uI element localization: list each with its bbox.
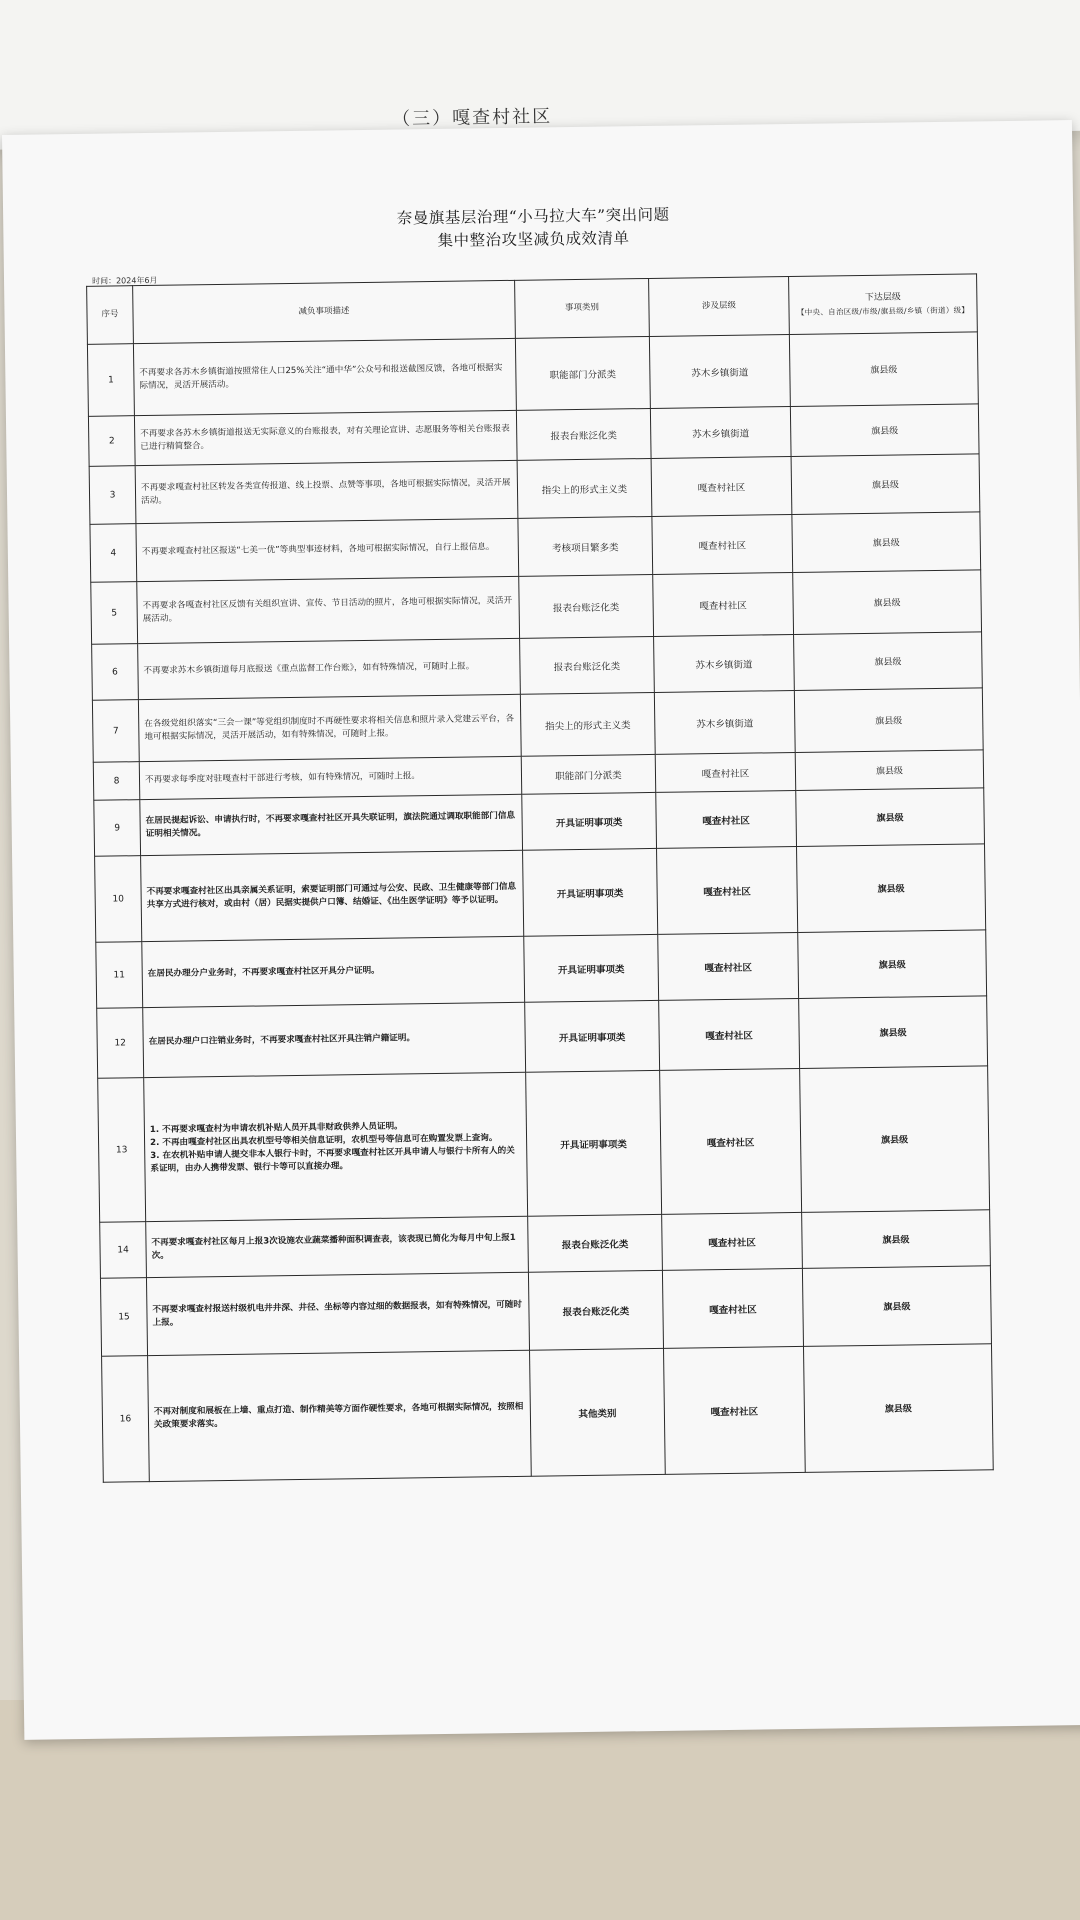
row-description — [138, 638, 521, 699]
row-category: 其他类别 — [530, 1348, 666, 1476]
table-row — [96, 930, 987, 1008]
row-description-line: 不再要求各嘎查村社区反馈有关组织宣讲、宣传、节日活动的照片，各地可根据实际情况，灵活开展活动。 — [142, 595, 513, 624]
row-issuing-level: 旗县级 — [797, 844, 986, 933]
row-description — [148, 1350, 532, 1481]
row-involved-level: 嘎查村社区 — [651, 457, 792, 517]
table-row — [97, 996, 988, 1078]
row-category: 开具证明事项类 — [522, 792, 657, 850]
row-category: 职能部门分派类 — [521, 754, 656, 794]
row-description-line: 不再要求各苏木乡镇街道报送无实际意义的台账报表，对有关理论宣讲、志愿服务等相关台账报表已进行精简整合。 — [140, 423, 510, 452]
row-involved-level: 嘎查村社区 — [657, 846, 798, 934]
row-issuing-level: 旗县级 — [793, 570, 982, 635]
row-description — [134, 410, 517, 465]
row-description — [141, 850, 524, 941]
row-description — [146, 1272, 529, 1355]
row-description — [142, 936, 525, 1007]
document-title-line-2: 集中整治攻坚减负成效清单 — [437, 229, 630, 250]
row-number: 12 — [97, 1008, 144, 1079]
table-row — [87, 332, 978, 416]
row-description — [135, 460, 518, 523]
row-issuing-level: 旗县级 — [790, 404, 979, 457]
row-number: 8 — [93, 762, 140, 801]
row-category: 职能部门分派类 — [515, 336, 650, 410]
row-number: 10 — [95, 856, 142, 943]
row-number: 11 — [96, 942, 143, 1009]
row-issuing-level: 旗县级 — [794, 632, 983, 691]
row-description-line: 不再对制度和展板在上墙、重点打造、制作精美等方面作硬性要求，各地可根据实际情况，按照相关政策要求落实。 — [153, 1401, 524, 1430]
row-description-line: 不再要求各苏木乡镇街道按照常住人口25%关注“通中华”公众号和报送截图反馈，各地可根据实际情况，灵活开展活动。 — [139, 362, 503, 391]
row-involved-level: 嘎查村社区 — [658, 932, 799, 1000]
row-category: 开具证明事项类 — [524, 934, 659, 1002]
row-number: 7 — [92, 700, 139, 763]
header-issuing-level-title: 下达层级 — [864, 291, 901, 303]
row-number: 5 — [91, 582, 138, 645]
document-date: 时间：2024年6月 — [91, 275, 158, 286]
row-category: 指尖上的形式主义类 — [520, 692, 655, 756]
row-description-line: 1. 不再要求嘎查村为申请农机补贴人员开具非财政供养人员证明。 — [149, 1121, 403, 1135]
header-issuing-level — [789, 274, 978, 335]
row-number: 13 — [98, 1078, 146, 1223]
row-description-line: 3. 在农机补贴申请人提交非本人银行卡时，不再要求嘎查村社区开具申请人与银行卡所有人的关系证明，由办人携带发票、银行卡等可以直接办理。 — [150, 1145, 515, 1174]
row-involved-level: 嘎查村社区 — [653, 573, 794, 637]
table-row — [95, 844, 986, 942]
row-description — [137, 576, 520, 643]
row-description-line: 在居民办理分户业务时，不再要求嘎查村社区开具分户证明。 — [147, 965, 380, 980]
row-category: 报表台账泛化类 — [516, 408, 651, 460]
row-involved-level: 嘎查村社区 — [659, 998, 800, 1070]
row-description-line: 不再要求苏木乡镇街道每月底报送《重点监督工作台账》，如有特殊情况，可随时上报。 — [143, 661, 475, 677]
row-description — [136, 518, 519, 581]
row-involved-level: 嘎查村社区 — [652, 515, 793, 575]
row-involved-level: 苏木乡镇街道 — [649, 335, 790, 409]
header-description: 减负事项描述 — [133, 280, 516, 343]
row-category: 报表台账泛化类 — [528, 1270, 663, 1350]
row-description — [139, 756, 521, 799]
row-category: 报表台账泛化类 — [519, 574, 654, 638]
table-row — [100, 1266, 991, 1356]
row-description-line: 在居民提起诉讼、申请执行时，不再要求嘎查村社区开具失联证明，旗法院通过调取职能部门信息证明相关情况。 — [145, 810, 516, 839]
row-number: 3 — [89, 466, 136, 525]
row-involved-level: 嘎查村社区 — [662, 1212, 803, 1270]
row-number: 4 — [90, 524, 137, 583]
row-number: 9 — [94, 800, 141, 857]
row-number: 15 — [100, 1278, 147, 1357]
row-issuing-level: 旗县级 — [794, 688, 983, 753]
row-description — [138, 694, 521, 761]
row-issuing-level: 旗县级 — [800, 1066, 990, 1213]
header-category: 事项类别 — [515, 278, 650, 338]
row-involved-level: 嘎查村社区 — [656, 790, 797, 848]
row-involved-level: 苏木乡镇街道 — [654, 690, 795, 754]
row-involved-level: 嘎查村社区 — [664, 1346, 806, 1474]
row-issuing-level: 旗县级 — [796, 788, 985, 847]
row-issuing-level: 旗县级 — [792, 512, 981, 573]
row-description — [146, 1216, 529, 1277]
row-description — [143, 1002, 526, 1077]
document-title — [383, 203, 684, 253]
background-sheet-heading: （三）嘎查村社区 — [391, 106, 553, 130]
row-category: 报表台账泛化类 — [520, 636, 655, 694]
row-issuing-level: 旗县级 — [798, 930, 987, 999]
row-involved-level: 嘎查村社区 — [660, 1068, 802, 1214]
burden-reduction-table — [86, 273, 994, 1482]
row-description — [144, 1072, 528, 1221]
row-description — [140, 794, 523, 855]
row-issuing-level: 旗县级 — [789, 332, 978, 407]
table-row — [98, 1066, 990, 1222]
row-description-line: 在各级党组织落实“三会一课”等党组织制度时不再硬性要求将相关信息和照片录入党建云平台，各地可根据实际情况，灵活开展活动，如有特殊情况，可随时上报。 — [144, 713, 515, 742]
row-description-line: 2. 不再由嘎查村社区出具农机型号等相关信息证明，农机型号等信息可在购置发票上查询。 — [150, 1132, 498, 1148]
row-number: 2 — [88, 416, 135, 467]
row-category: 开具证明事项类 — [525, 1000, 660, 1072]
header-no: 序号 — [87, 286, 134, 345]
header-involved-level: 涉及层级 — [649, 277, 790, 337]
row-involved-level: 苏木乡镇街道 — [650, 407, 791, 459]
row-category: 考核项目繁多类 — [518, 516, 653, 576]
row-issuing-level: 旗县级 — [803, 1344, 993, 1473]
row-issuing-level: 旗县级 — [802, 1210, 991, 1269]
row-category: 报表台账泛化类 — [528, 1214, 663, 1272]
document-page — [2, 120, 1080, 1740]
row-description-line: 不再要求嘎查村报送村级机电井井深、井径、坐标等内容过细的数据报表，如有特殊情况，可随时上报。 — [152, 1299, 522, 1328]
row-number: 16 — [102, 1356, 150, 1483]
row-category: 指尖上的形式主义类 — [517, 458, 652, 518]
row-involved-level: 苏木乡镇街道 — [654, 634, 795, 692]
row-description-line: 不再要求嘎查村社区报送“七美一优”等典型事迹材料，各地可根据实际情况，自行上报信息。 — [141, 542, 495, 558]
row-description-line: 不再要求每季度对驻嘎查村干部进行考核，如有特殊情况，可随时上报。 — [144, 771, 421, 786]
row-description-line: 不再要求嘎查村社区每月上报3次设施农业蔬菜播种面积调查表，该表现已简化为每月中旬上报1次。 — [151, 1232, 516, 1261]
table-row — [102, 1344, 994, 1482]
header-issuing-level-options: 【中央、自治区级/市级/旗县级/乡镇（街道）级】 — [796, 305, 970, 317]
row-issuing-level: 旗县级 — [791, 454, 980, 515]
row-number: 14 — [100, 1222, 147, 1279]
row-issuing-level: 旗县级 — [799, 996, 988, 1069]
row-involved-level: 嘎查村社区 — [662, 1268, 803, 1348]
row-description — [133, 338, 516, 415]
row-number: 1 — [87, 344, 134, 417]
row-description-line: 不再要求嘎查村社区出具亲属关系证明，索要证明部门可通过与公安、民政、卫生健康等部门信息共享方式进行核对，或由村（居）民据实提供户口簿、结婚证、《出生医学证明》等予以证明。 — [146, 881, 517, 910]
row-issuing-level: 旗县级 — [802, 1266, 991, 1347]
document-title-line-1: 奈曼旗基层治理“小马拉大车”突出问题 — [396, 205, 670, 228]
row-description-line: 在居民办理户口注销业务时，不再要求嘎查村社区开具注销户籍证明。 — [148, 1033, 416, 1048]
row-description-line: 不再要求嘎查村社区转发各类宣传报道、线上投票、点赞等事项，各地可根据实际情况，灵活开展活动。 — [140, 477, 511, 506]
row-category: 开具证明事项类 — [526, 1070, 662, 1216]
row-number: 6 — [92, 644, 139, 701]
row-involved-level: 嘎查村社区 — [655, 752, 796, 792]
row-issuing-level: 旗县级 — [795, 750, 984, 791]
row-category: 开具证明事项类 — [523, 848, 658, 936]
